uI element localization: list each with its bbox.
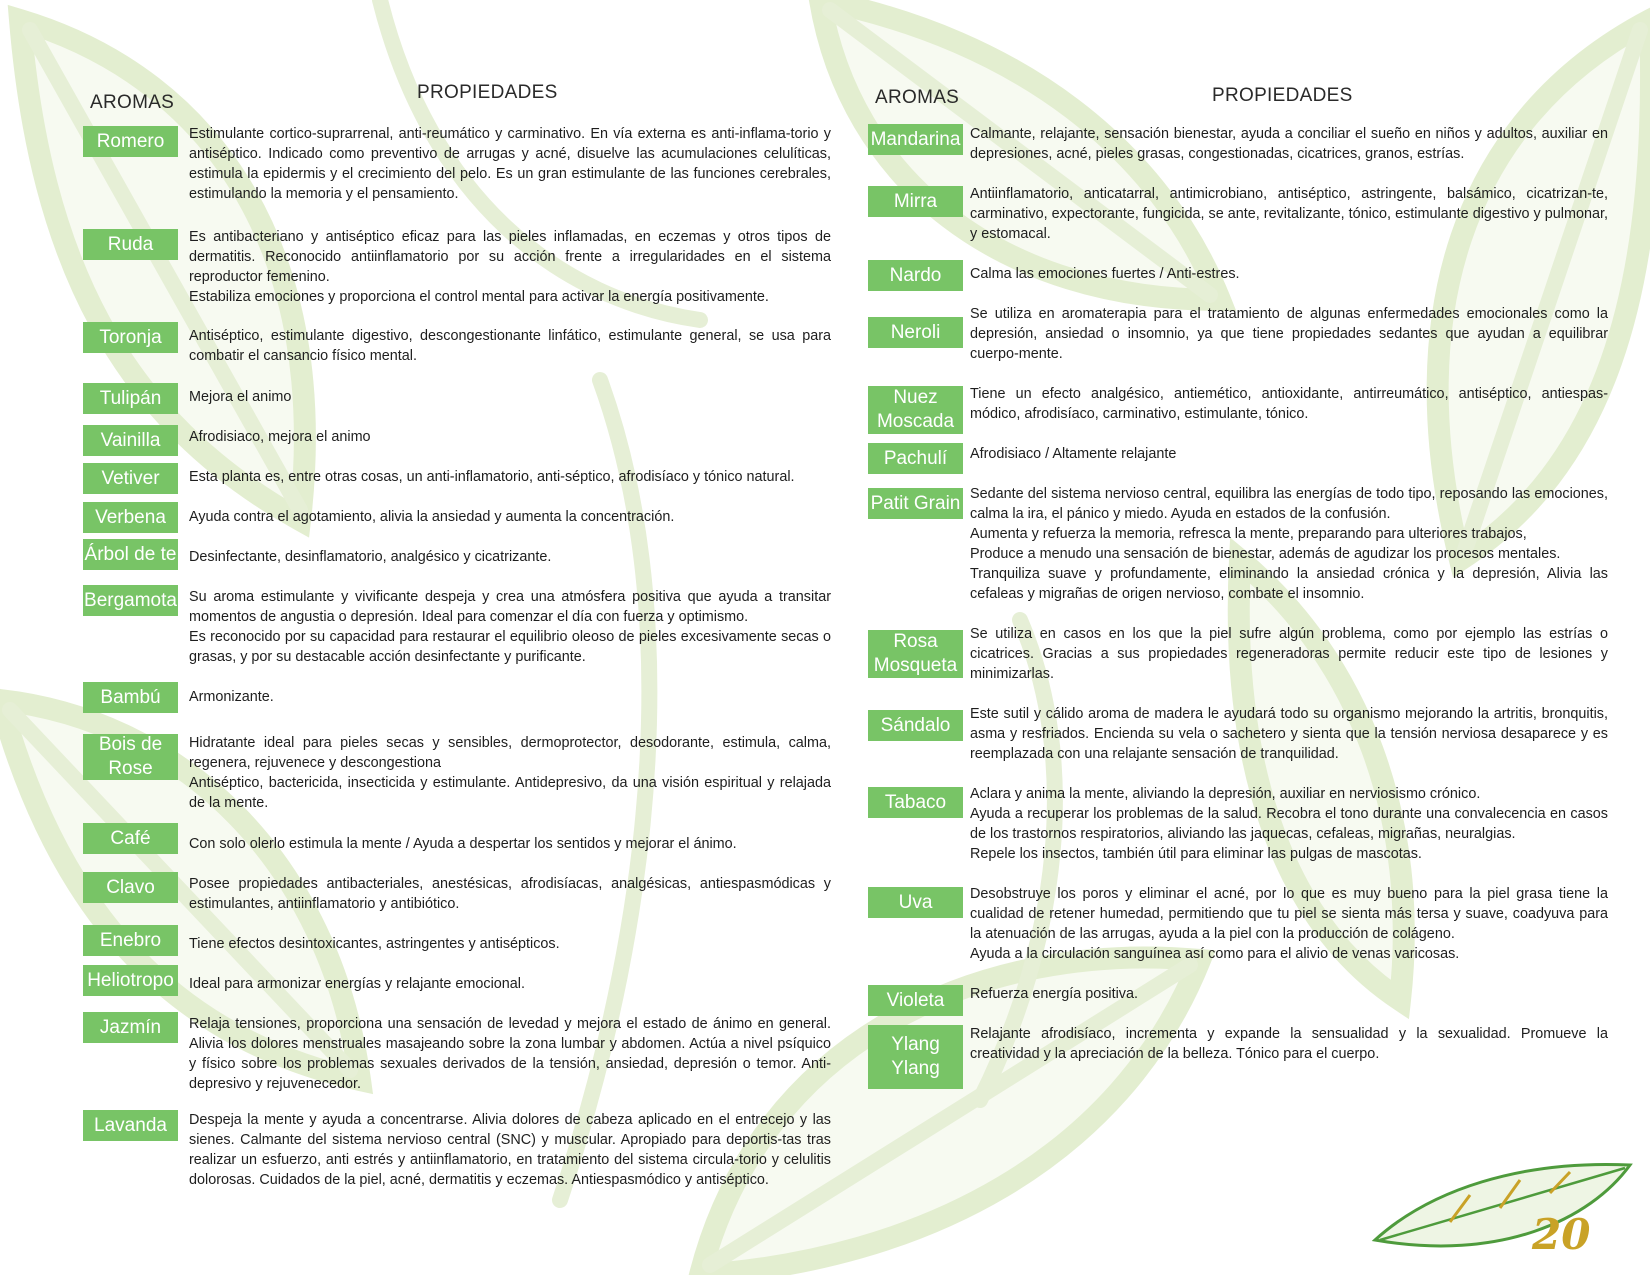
description-paragraph: Ayuda contra el agotamiento, alivia la ansiedad y aumenta la concentración.	[189, 509, 675, 525]
aroma-description	[189, 834, 831, 854]
aroma-label: Bois de Rose	[83, 734, 178, 780]
description-paragraph: Estabiliza emociones y proporciona el control mental para activar la energía positivamente.	[189, 289, 769, 305]
aroma-label: Mandarina	[868, 124, 963, 155]
aroma-label: Heliotropo	[83, 965, 178, 996]
description-paragraph: Ideal para armonizar energías y relajante emocional.	[189, 976, 525, 992]
description-paragraph: Se utiliza en aromaterapia para el tratamiento de algunas enfermedades emocionales como la depresión, ansiedad o insomnio, ya que tiene propiedades sedantes que ayudan a equilibrar cuerpo-mente.	[970, 306, 1608, 362]
description-paragraph: Hidratante ideal para pieles secas y sensibles, dermoprotector, desodorante, estimula, calma, regenera, rejuvenece y descongestiona	[189, 735, 831, 771]
aroma-label: Mirra	[868, 186, 963, 217]
aroma-description	[970, 704, 1608, 764]
aroma-description	[970, 884, 1608, 964]
aroma-description	[970, 624, 1608, 684]
aroma-label: Lavanda	[83, 1110, 178, 1141]
aroma-description	[970, 264, 1608, 284]
aroma-label: Vainilla	[83, 425, 178, 456]
aroma-description	[970, 784, 1608, 864]
aroma-description	[970, 444, 1608, 464]
description-paragraph: Tranquiliza suave y profundamente, eliminando la ansiedad crónica y la depresión, Alivia las cefaleas y migrañas de origen nervioso, combate el insomnio.	[970, 566, 1608, 602]
description-paragraph: Produce a menudo una sensación de bienestar, además de agudizar los procesos mentales.	[970, 546, 1561, 562]
aroma-label: Sándalo	[868, 710, 963, 741]
aroma-label: Nardo	[868, 260, 963, 291]
description-paragraph: Despeja la mente y ayuda a concentrarse. Alivia dolores de cabeza aplicado en el entrecejo y las sienes. Calmante del sistema nervioso central (SNC) y muscular. Apropiado para deportis-tas tras realizar un esfuerzo, anti estrés y antiinflamatorio, en tratamiento del sistema circula-torio y celulitis dolorosas. Cuidados de la piel, acné, dermatitis y eczemas. Antiespasmódico y antiséptico.	[189, 1112, 831, 1188]
aroma-description	[189, 427, 831, 447]
description-paragraph: Desobstruye los poros y eliminar el acné, por lo que es muy bueno para la piel grasa tiene la cualidad de retener humedad, permitiendo que tu piel se sienta más tersa y suave, coadyuva para la atenuación de las arrugas, ayuda a la piel con la producción de colágeno.	[970, 886, 1608, 942]
description-paragraph: Esta planta es, entre otras cosas, un anti-inflamatorio, anti-séptico, afrodisíaco y tónico natural.	[189, 469, 795, 485]
aroma-description	[970, 124, 1608, 164]
aroma-description	[189, 1110, 831, 1190]
description-paragraph: Afrodisiaco, mejora el animo	[189, 429, 371, 445]
description-paragraph: Aclara y anima la mente, aliviando la depresión, auxiliar en nerviosismo crónico.	[970, 786, 1481, 802]
description-paragraph: Sedante del sistema nervioso central, equilibra las energías de todo tipo, reposando las emociones, calma la ira, el pánico y miedo. Ayuda en estados de la confusión.	[970, 486, 1608, 522]
description-paragraph: Desinfectante, desinflamatorio, analgésico y cicatrizante.	[189, 549, 552, 565]
description-paragraph: Relajante afrodisíaco, incrementa y expande la sensualidad y la sexualidad. Promueve la creatividad y la apreciación de la belleza. Tónico para el cuerpo.	[970, 1026, 1608, 1062]
aroma-description	[970, 384, 1608, 424]
description-paragraph: Es reconocido por su capacidad para restaurar el equilibrio oleoso de pieles excesivamente secas o grasas, y por su destacable acción desinfectante y purificante.	[189, 629, 831, 665]
page-number: 20	[1532, 1210, 1591, 1259]
description-paragraph: Antiinflamatorio, anticatarral, antimicrobiano, antiséptico, astringente, balsámico, cicatrizan-te, carminativo, expectorante, fungicida, se ante, revitalizante, tónico, estimulante digestivo y pulmonar, y estomacal.	[970, 186, 1608, 242]
aroma-label: Café	[83, 823, 178, 854]
description-paragraph: Se utiliza en casos en los que la piel sufre algún problema, como por ejemplo las estrías o cicatrices. Gracias a sus propiedades regeneradoras permite reducir este tipo de lesiones y minimizarlas.	[970, 626, 1608, 682]
description-paragraph: Repele los insectos, también útil para eliminar las pulgas de mascotas.	[970, 846, 1422, 862]
aroma-label: Uva	[868, 887, 963, 918]
aroma-description	[970, 984, 1608, 1004]
description-paragraph: Afrodisiaco / Altamente relajante	[970, 446, 1177, 462]
aroma-description	[970, 304, 1608, 364]
propiedades-header-left: PROPIEDADES	[417, 82, 558, 103]
aroma-description	[189, 507, 831, 527]
aroma-description	[189, 326, 831, 366]
description-paragraph: Con solo olerlo estimula la mente / Ayuda a despertar los sentidos y mejorar el ánimo.	[189, 836, 737, 852]
aroma-description	[970, 1024, 1608, 1064]
aroma-label: Bambú	[83, 682, 178, 713]
description-paragraph: Ayuda a la circulación sanguínea así como para el alivio de venas varicosas.	[970, 946, 1460, 962]
description-paragraph: Tiene un efecto analgésico, antiemético, antioxidante, antirreumático, antiséptico, antiespas-módico, afrodisíaco, carminativo, estimulante, tónico.	[970, 386, 1608, 422]
aroma-description	[189, 387, 831, 407]
aroma-label: Árbol de te	[83, 539, 178, 570]
aroma-description	[189, 227, 831, 307]
aroma-description	[189, 934, 831, 954]
description-paragraph: Posee propiedades antibacteriales, anestésicas, afrodisíacas, analgésicas, antiespasmódicas y estimulantes, antiinflamatorio y antibiótico.	[189, 876, 831, 912]
aroma-description	[189, 687, 831, 707]
aromas-header-left: AROMAS	[90, 92, 175, 113]
aroma-label: Vetiver	[83, 463, 178, 494]
description-paragraph: Calma las emociones fuertes / Anti-estres.	[970, 266, 1240, 282]
description-paragraph: Antiséptico, estimulante digestivo, descongestionante linfático, estimulante general, se usa para combatir el cansancio físico mental.	[189, 328, 831, 364]
aroma-description	[189, 874, 831, 914]
description-paragraph: Su aroma estimulante y vivificante despeja y crea una atmósfera positiva que ayuda a transitar momentos de angustia o depresión. Ideal para comenzar el día con fuerza y optimismo.	[189, 589, 831, 625]
aroma-label: Ylang Ylang	[868, 1025, 963, 1089]
description-paragraph: Ayuda a recuperar los problemas de la salud. Recobra el tono durante una convalecencia en casos de los trastornos respiratorios, aliviando las jaquecas, cefaleas, migrañas, neuralgias.	[970, 806, 1608, 842]
aroma-description	[189, 1014, 831, 1094]
description-paragraph: Mejora el animo	[189, 389, 292, 405]
description-paragraph: Antiséptico, bactericida, insecticida y estimulante. Antidepresivo, da una visión espiritual y relajada de la mente.	[189, 775, 831, 811]
aroma-label: Jazmín	[83, 1012, 178, 1043]
aroma-label: Patit Grain	[868, 488, 963, 519]
aroma-description	[189, 733, 831, 813]
aroma-label: Neroli	[868, 317, 963, 348]
description-paragraph: Tiene efectos desintoxicantes, astringentes y antisépticos.	[189, 936, 560, 952]
description-paragraph: Armonizante.	[189, 689, 274, 705]
description-paragraph: Calmante, relajante, sensación bienestar, ayuda a conciliar el sueño en niños y adultos, auxiliar en depresiones, acné, pieles grasas, congestionadas, cicatrices, granos, estrías.	[970, 126, 1608, 162]
aroma-description	[189, 547, 831, 567]
aroma-description	[189, 974, 831, 994]
aroma-label: Tabaco	[868, 787, 963, 818]
description-paragraph: Es antibacteriano y antiséptico eficaz para las pieles inflamadas, en eczemas y otros tipos de dermatitis. Reconocido antiinflamatorio por su acción frente a irregularidades en el sistema reproductor femenino.	[189, 229, 831, 285]
aroma-label: Nuez Moscada	[868, 386, 963, 434]
aroma-description	[189, 587, 831, 667]
description-paragraph: Estimulante cortico-suprarrenal, anti-reumático y carminativo. En vía externa es anti-inflama-torio y antiséptico. Indicado como preventivo de arrugas y acné, disuelve las acumulaciones celulíticas, estimula la epidermis y el crecimiento del pelo. Es un gran estimulante de las funciones cerebrales, estimulando la memoria y el pensamiento.	[189, 126, 831, 202]
aroma-description	[189, 124, 831, 204]
aroma-label: Enebro	[83, 925, 178, 956]
aroma-label: Pachulí	[868, 443, 963, 474]
aroma-label: Tulipán	[83, 383, 178, 414]
description-paragraph: Relaja tensiones, proporciona una sensación de levedad y mejora el estado de ánimo en general. Alivia los dolores menstruales masajeando sobre la zona lumbar y abdomen. Actúa a nivel psíquico y físico sobre los problemas sexuales derivados de la tensión, ansiedad, depresión o temor. Anti-depresivo y rejuvenecedor.	[189, 1016, 831, 1092]
aroma-description	[970, 184, 1608, 244]
aroma-label: Rosa Mosqueta	[868, 630, 963, 678]
aromas-header-right: AROMAS	[875, 87, 960, 108]
propiedades-header-right: PROPIEDADES	[1212, 85, 1353, 106]
aroma-label: Clavo	[83, 872, 178, 903]
description-paragraph: Este sutil y cálido aroma de madera le ayudará todo su organismo mejorando la artritis, bronquitis, asma y resfriados. Encienda su vela o sachetero y sienta que la tensión nerviosa desaparece y es reemplazada con una relajante sensación de tranquilidad.	[970, 706, 1608, 762]
aroma-description	[970, 484, 1608, 604]
aroma-label: Ruda	[83, 229, 178, 260]
description-paragraph: Refuerza energía positiva.	[970, 986, 1138, 1002]
aroma-label: Violeta	[868, 985, 963, 1016]
aroma-label: Bergamota	[83, 585, 178, 616]
description-paragraph: Aumenta y refuerza la memoria, refresca la mente, preparando para ulteriores trabajos,	[970, 526, 1527, 542]
aroma-label: Toronja	[83, 322, 178, 353]
leaf-ornament-icon	[1375, 1164, 1630, 1246]
aroma-label: Romero	[83, 126, 178, 157]
aroma-label: Verbena	[83, 502, 178, 533]
aroma-description	[189, 467, 831, 487]
